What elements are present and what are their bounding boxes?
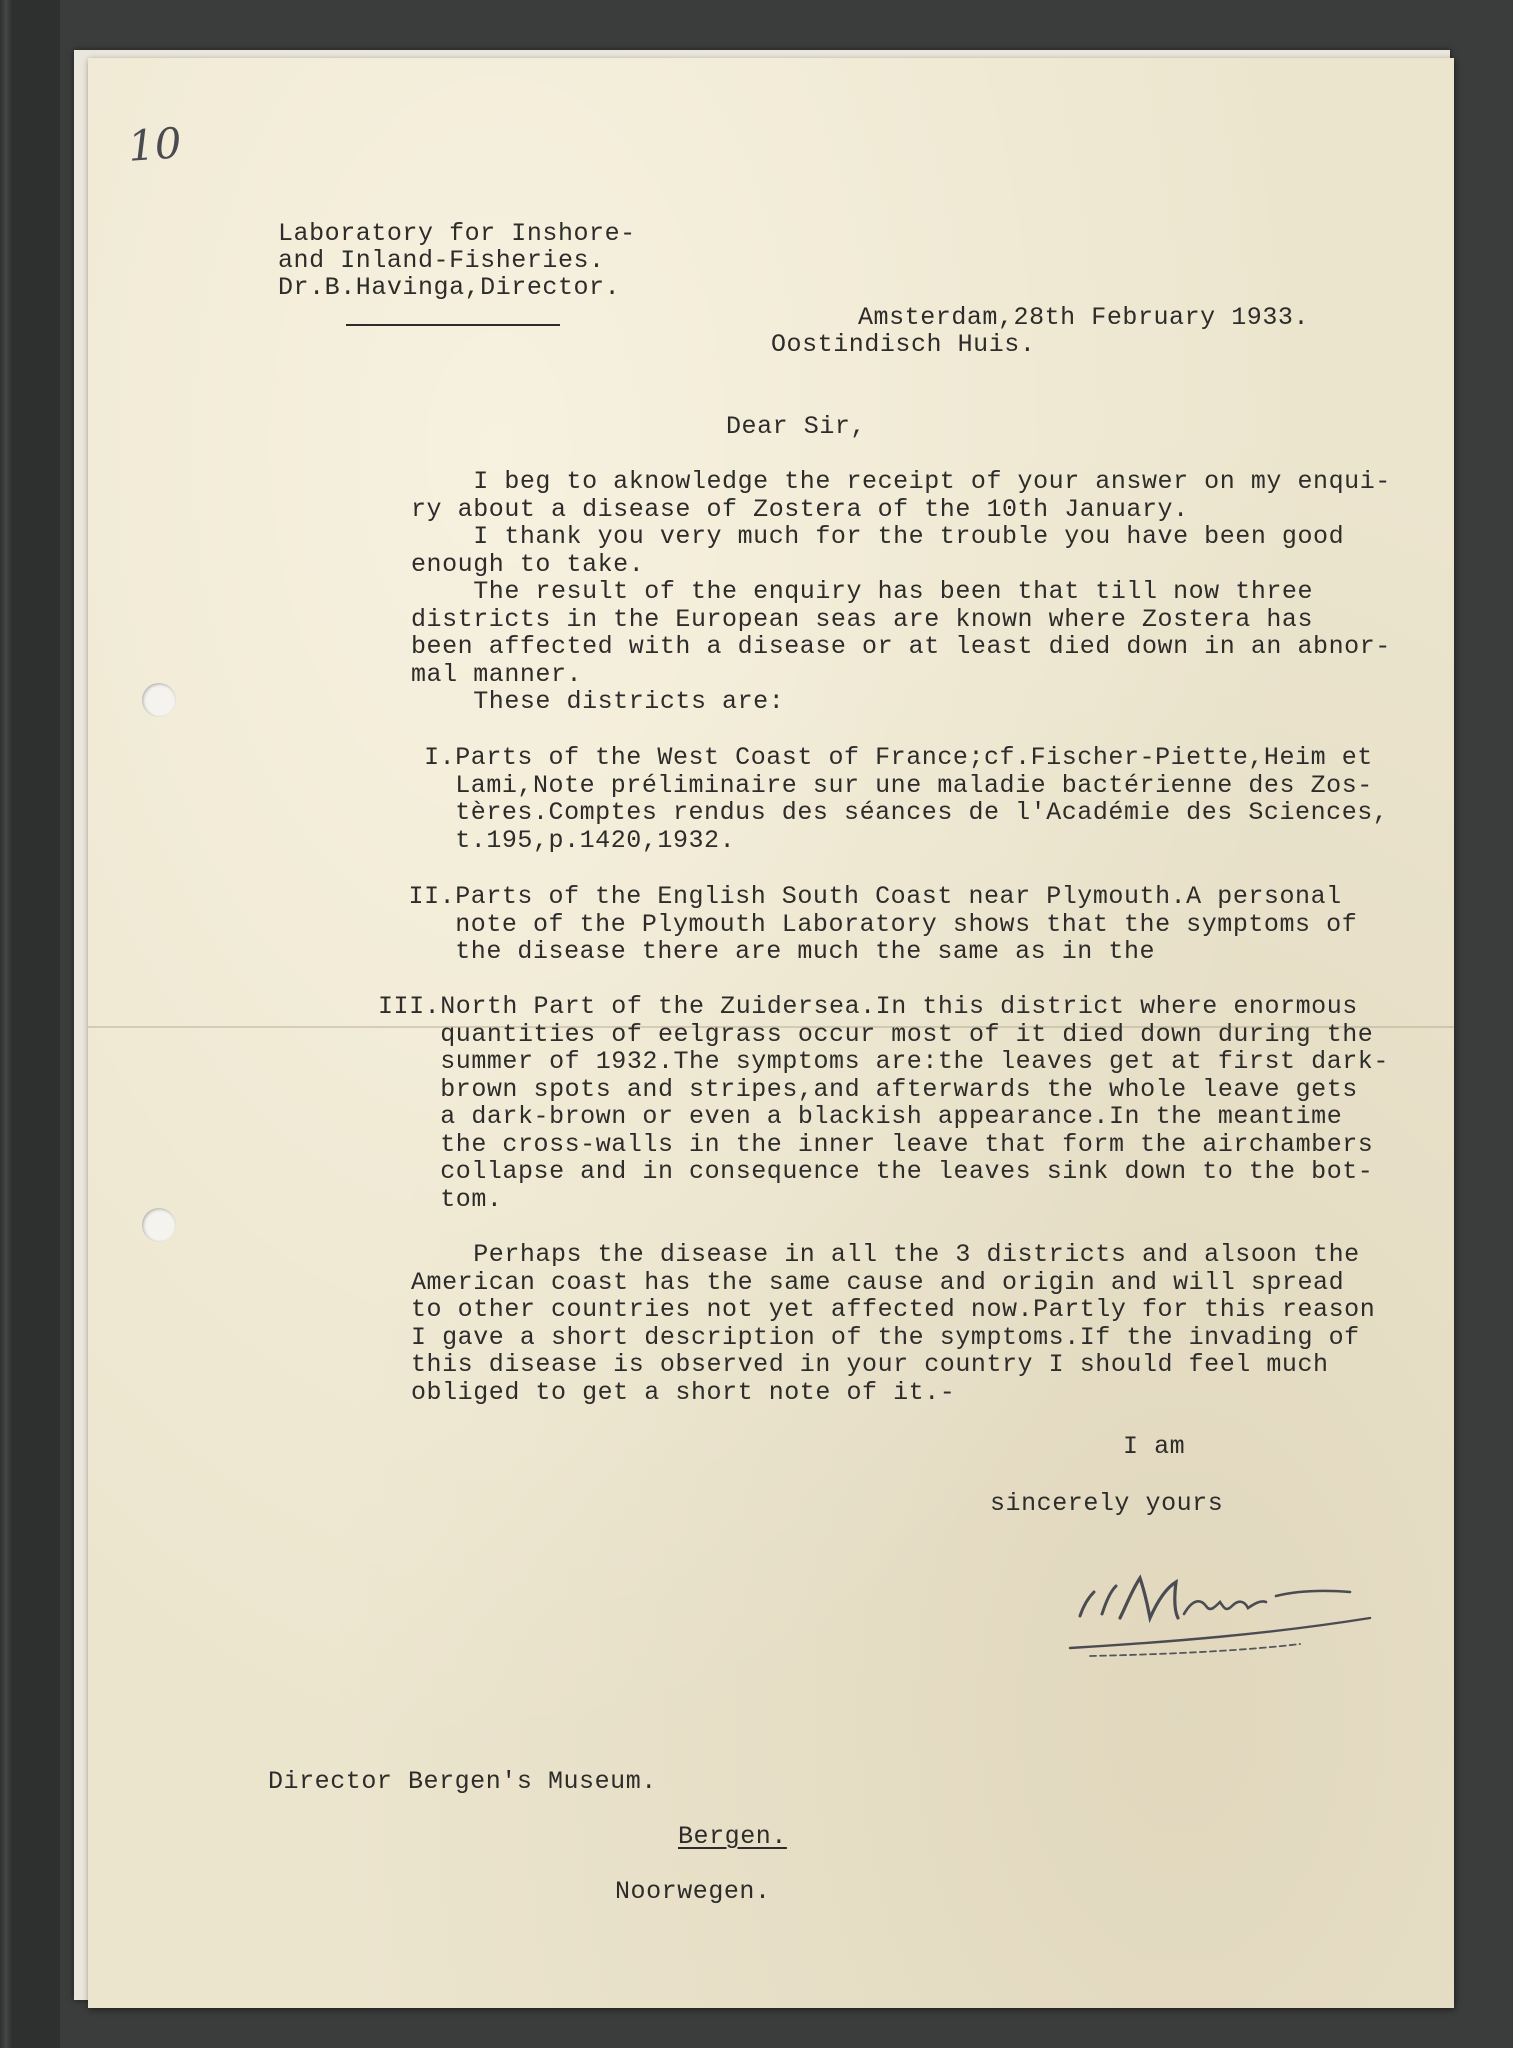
addressee-city: Bergen. — [678, 1822, 787, 1851]
intro-line: ry about a disease of Zostera of the 10th January. — [411, 494, 1189, 524]
punch-hole-upper — [142, 683, 176, 717]
signature-stroke — [1120, 1578, 1178, 1618]
intro-line: These districts are: — [411, 687, 785, 716]
district-line: tom. — [378, 1184, 503, 1214]
intro-line: districts in the European seas are known where Zostera has — [411, 604, 1314, 634]
district-line: the cross-walls in the inner leave that form the airchambers — [378, 1129, 1374, 1159]
district-line: II.Parts of the English South Coast near Plymouth.A personal — [393, 882, 1342, 911]
salutation: Dear Sir, — [726, 412, 866, 441]
letterhead-rule — [346, 324, 560, 326]
handwritten-signature — [1050, 1556, 1450, 1666]
closing-i-am: I am — [1123, 1432, 1186, 1461]
district-line: t.195,p.1420,1932. — [393, 825, 736, 855]
intro-line: I beg to aknowledge the receipt of your answer on my enqui- — [411, 467, 1391, 496]
intro-line: mal manner. — [411, 659, 583, 689]
closing-line: Perhaps the disease in all the 3 districts and alsoon the — [411, 1240, 1360, 1269]
district-line: quantities of eelgrass occur most of it died down during the — [378, 1019, 1374, 1049]
letter-page — [88, 58, 1454, 2008]
closing-sincerely: sincerely yours — [990, 1489, 1224, 1518]
district-line: collapse and in consequence the leaves sink down to the bot- — [378, 1157, 1374, 1186]
signature-stroke — [1080, 1586, 1116, 1616]
district-line: Lami,Note préliminaire sur une maladie bactérienne des Zos- — [393, 770, 1373, 800]
intro-line: enough to take. — [411, 549, 645, 579]
district-line: brown spots and stripes,and afterwards the whole leave gets — [378, 1074, 1358, 1104]
closing-line: American coast has the same cause and origin and will spread — [411, 1267, 1345, 1297]
intro-line: The result of the enquiry has been that till now three — [411, 577, 1314, 606]
district-line: summer of 1932.The symptoms are:the leaves get at first dark- — [378, 1047, 1389, 1076]
signature-stroke — [1276, 1591, 1350, 1596]
district-line: tères.Comptes rendus des séances de l'Académie des Sciences, — [393, 798, 1389, 827]
addressee-country: Noorwegen. — [615, 1877, 771, 1906]
place-date-line: Amsterdam,28th February 1933. — [858, 303, 1310, 332]
closing-line: this disease is observed in your country I should feel much — [411, 1350, 1329, 1379]
signature-underline — [1070, 1618, 1370, 1648]
district-line: the disease there are much the same as in the — [393, 937, 1156, 966]
closing-line: obliged to get a short note of it.- — [411, 1377, 956, 1407]
signature-stroke — [1184, 1601, 1266, 1614]
intro-line: been affected with a disease or at least died down in an abnor- — [411, 632, 1391, 661]
letterhead-line-2: and Inland-Fisheries. — [278, 246, 605, 275]
district-line: a dark-brown or even a blackish appearance.In the meantime — [378, 1102, 1343, 1131]
addressee-line-1: Director Bergen's Museum. — [268, 1767, 657, 1796]
address-line: Oostindisch Huis. — [771, 330, 1036, 359]
intro-line: I thank you very much for the trouble you have been good — [411, 522, 1345, 551]
letterhead-line-3: Dr.B.Havinga,Director. — [278, 273, 621, 302]
letterhead-line-1: Laboratory for Inshore- — [278, 219, 636, 248]
district-line: III.North Part of the Zuidersea.In this district where enormous — [378, 992, 1358, 1021]
folio-number: 10 — [126, 118, 184, 171]
punch-hole-lower — [142, 1208, 176, 1242]
closing-line: I gave a short description of the symptoms.If the invading of — [411, 1322, 1360, 1352]
district-line: I.Parts of the West Coast of France;cf.Fischer-Piette,Heim et — [393, 743, 1373, 772]
district-line: note of the Plymouth Laboratory shows that the symptoms of — [393, 909, 1358, 939]
closing-line: to other countries not yet affected now.Partly for this reason — [411, 1295, 1376, 1324]
